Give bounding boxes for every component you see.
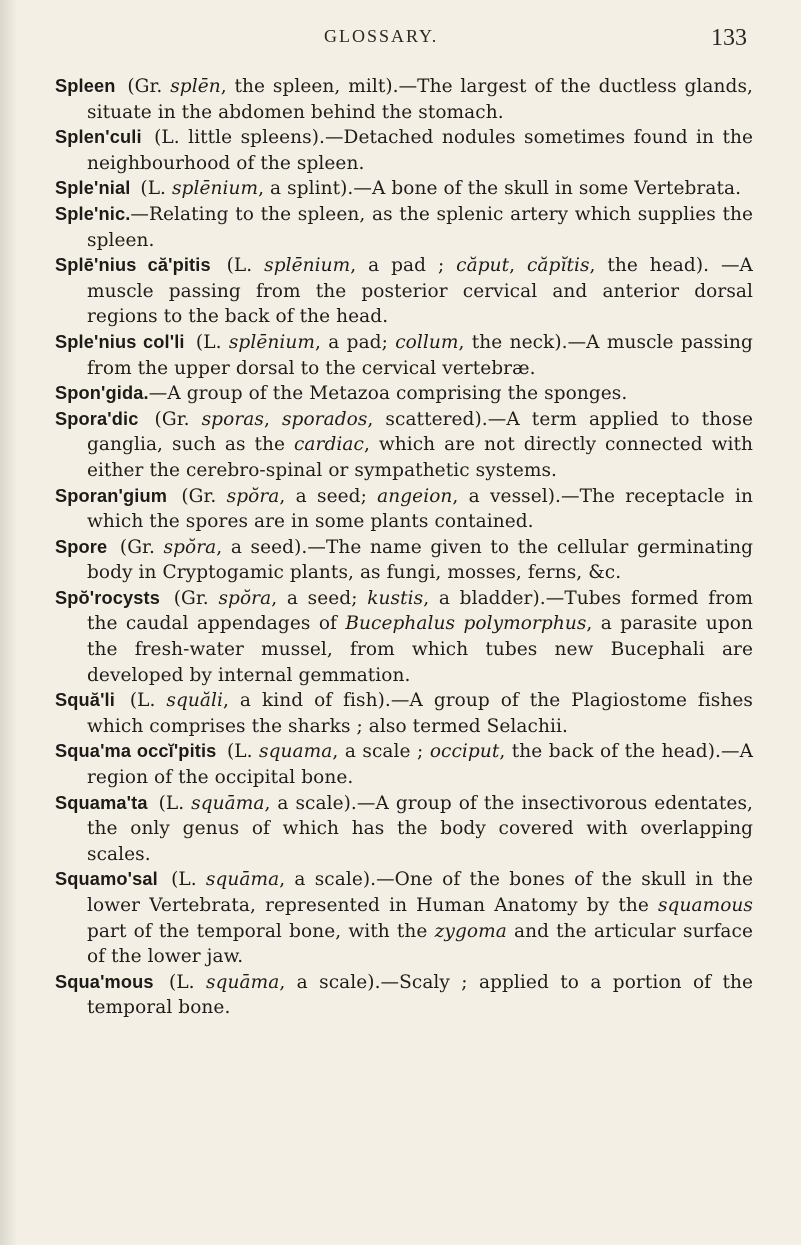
glossary-entry bbox=[55, 484, 753, 535]
glossary-entry bbox=[55, 202, 753, 253]
entry-text: , a scale).—One of the bones of the skull in the lower Vertebrata, represented in Human Anatomy by the bbox=[87, 869, 753, 916]
entry-term: Squama'ta bbox=[55, 792, 148, 813]
entry-prefix: (Gr. bbox=[119, 536, 155, 558]
entry-term: Squă'li bbox=[55, 690, 115, 711]
page-edge-shadow bbox=[0, 0, 16, 1245]
entry-italic-text: căput bbox=[456, 255, 510, 277]
entry-text: , a pad ; bbox=[350, 255, 457, 277]
glossary-entry bbox=[55, 125, 753, 176]
entry-italic-text: splēnium bbox=[264, 255, 351, 277]
entry-text: , the neck).—A muscle passing from the upper dorsal to the cervical vertebræ. bbox=[87, 331, 753, 379]
entry-text: , a bladder).—Tubes formed from the caudal appendages of bbox=[87, 587, 753, 635]
entry-prefix: (L. bbox=[226, 255, 253, 277]
entry-text: , the back of the head).—A region of the occipital bone. bbox=[87, 741, 754, 789]
entry-text: little spleens).—Detached nodules sometimes found in the neighbourhood of the spleen. bbox=[87, 127, 753, 174]
entry-italic-text: spŏra bbox=[218, 587, 272, 609]
entry-text: , the head). —A muscle passing from the posterior cervical and anterior dorsal regions to the back of the head. bbox=[87, 255, 753, 328]
entry-italic-text: cardiac bbox=[293, 434, 364, 456]
entry-text: , scattered).—A term applied to those ganglia, such as the bbox=[87, 408, 753, 456]
entry-term: Spon'gida. bbox=[55, 383, 149, 404]
entry-prefix: (Gr. bbox=[181, 485, 217, 507]
entry-italic-text: squăli bbox=[166, 690, 224, 712]
entry-text: , a scale).—A group of the insectivorous edentates, the only genus of which has the body covered with overlapping scales. bbox=[87, 792, 753, 865]
entry-text: , a pad; bbox=[314, 331, 396, 353]
glossary-entry bbox=[55, 407, 753, 484]
entry-text: , a seed; bbox=[271, 587, 368, 609]
entry-term: Sporan'gium bbox=[55, 485, 168, 506]
entry-italic-text: căpĭtis bbox=[526, 255, 590, 277]
entry-prefix: (Gr. bbox=[173, 587, 209, 609]
entry-term: Spora'dic bbox=[55, 408, 139, 429]
entry-text: , a seed).—The name given to the cellular germinating body in Cryptogamic plants, as fungi, mosses, ferns, &c. bbox=[87, 536, 753, 584]
entry-term: Spore bbox=[55, 536, 108, 557]
entry-text: , bbox=[263, 408, 282, 430]
entry-term: Squa'ma occĭ'pitis bbox=[55, 741, 217, 762]
glossary-entry bbox=[55, 586, 753, 688]
entry-term: Sple'nic. bbox=[55, 203, 131, 224]
entry-text: , bbox=[509, 255, 527, 277]
entry-italic-text: spŏra bbox=[163, 536, 217, 558]
entry-text: , a parasite upon the fresh-water mussel, from which tubes new Bucephali are developed by internal gemmation. bbox=[87, 613, 753, 686]
entry-text: , a seed; bbox=[279, 485, 378, 507]
glossary-entry bbox=[55, 867, 753, 969]
entry-prefix: (L. bbox=[171, 869, 197, 891]
entry-italic-text: squāma bbox=[205, 869, 280, 891]
glossary-entry bbox=[55, 739, 753, 790]
entry-prefix: (L. bbox=[140, 178, 167, 200]
entry-italic-text: zygoma bbox=[434, 920, 507, 942]
entry-italic-text: splēnium bbox=[171, 178, 259, 200]
entry-text: , a kind of fish).—A group of the Plagiostome fishes which comprises the sharks ; also termed Selachii. bbox=[87, 690, 753, 737]
entry-text: and the articular surface of the lower jaw. bbox=[87, 920, 754, 968]
entry-term: Squamo'sal bbox=[55, 869, 158, 890]
entry-term: Splē'nius că'pitis bbox=[55, 255, 211, 276]
entry-italic-text: Bucephalus polymorphus bbox=[345, 613, 587, 635]
glossary-entry bbox=[55, 970, 753, 1021]
page-number: 133 bbox=[711, 25, 747, 51]
entry-prefix: (L. bbox=[158, 792, 185, 814]
entry-italic-text: squama bbox=[259, 741, 333, 763]
glossary-entry bbox=[55, 535, 753, 586]
entry-text: , a splint).—A bone of the skull in some Vertebrata. bbox=[258, 178, 742, 200]
entry-italic-text: splēnium bbox=[228, 331, 315, 353]
entry-prefix: (L. bbox=[226, 741, 253, 763]
entry-term: Sple'nial bbox=[55, 178, 131, 199]
glossary-entries bbox=[38, 74, 765, 1021]
entry-term: Squa'mous bbox=[55, 971, 154, 992]
entry-italic-text: splēn bbox=[170, 76, 221, 97]
entry-term: Spŏ'rocysts bbox=[55, 587, 161, 608]
entry-term: Spleen bbox=[55, 76, 116, 96]
entry-italic-text: angeion bbox=[377, 485, 453, 507]
entry-text: , a scale).—Scaly ; applied to a portion of the temporal bone. bbox=[87, 971, 753, 1019]
entry-italic-text: squāma bbox=[206, 971, 280, 993]
entry-text: , a vessel).—The receptacle in which the spores are in some plants contained. bbox=[87, 485, 754, 533]
entry-prefix: (Gr. bbox=[127, 76, 163, 97]
entry-italic-text: sporas bbox=[201, 408, 264, 430]
entry-text: , a scale ; bbox=[332, 741, 430, 763]
running-head: GLOSSARY. bbox=[324, 26, 439, 46]
entry-prefix: (Gr. bbox=[154, 408, 190, 430]
glossary-entry bbox=[55, 330, 753, 381]
entry-prefix: (L. bbox=[129, 690, 156, 712]
entry-prefix: (L. bbox=[195, 331, 222, 353]
entry-italic-text: squamous bbox=[657, 895, 753, 916]
entry-italic-text: squāma bbox=[191, 792, 265, 814]
entry-text: part of the temporal bone, with the bbox=[87, 920, 435, 942]
entry-prefix: (L. bbox=[154, 127, 180, 149]
entry-term: Splen'culi bbox=[55, 127, 142, 148]
entry-italic-text: occiput bbox=[429, 741, 500, 763]
glossary-entry bbox=[55, 381, 753, 407]
entry-term: Sple'nius col'li bbox=[55, 331, 185, 352]
glossary-entry bbox=[55, 791, 753, 868]
entry-italic-text: sporados bbox=[281, 408, 368, 430]
entry-italic-text: spŏra bbox=[226, 485, 280, 507]
entry-prefix: (L. bbox=[169, 971, 195, 993]
glossary-entry bbox=[55, 176, 753, 202]
entry-italic-text: kustis bbox=[367, 587, 424, 609]
entry-italic-text: collum bbox=[395, 331, 459, 353]
entry-text: , which are not directly connected with either the cerebro-spinal or sympathetic systems. bbox=[87, 434, 753, 481]
glossary-entry bbox=[55, 74, 753, 125]
glossary-entry bbox=[55, 688, 753, 739]
page-header bbox=[38, 26, 765, 64]
entry-text: —A group of the Metazoa comprising the sponges. bbox=[148, 383, 628, 405]
entry-text: , the spleen, milt).—The largest of the ductless glands, situate in the abdomen behind the stomach. bbox=[87, 76, 753, 123]
entry-text: —Relating to the spleen, as the splenic artery which supplies the spleen. bbox=[87, 203, 753, 251]
glossary-entry bbox=[55, 253, 753, 330]
